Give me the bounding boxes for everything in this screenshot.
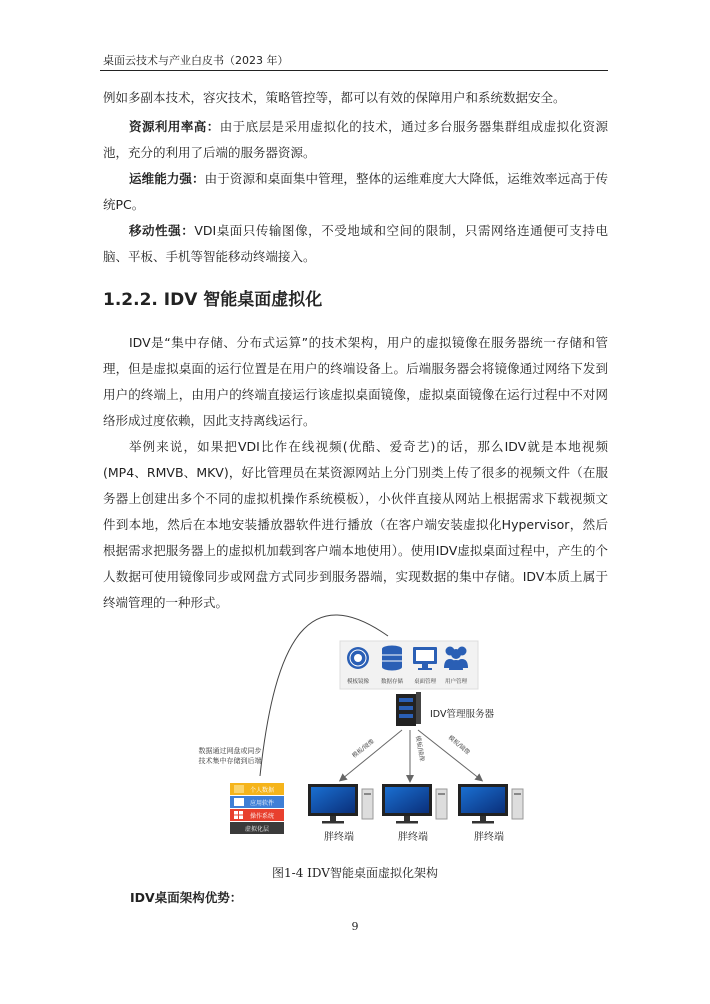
icon-label-desktop: 桌面管理 [413, 679, 437, 685]
feature-text: VDI桌面只传输图像，不受地域和空间的限制，只需网络连通便可支持电脑、平板、手机等智能移动终端接入。 [103, 223, 608, 264]
server-icon [396, 692, 421, 726]
arrow-label: 模板/镜像 [414, 735, 426, 762]
feature-mobility [103, 218, 608, 270]
feature-text: 由于底层是采用虚拟化的技术，通过多台服务器集群组成虚拟化资源池，充分的利用了后端的服务器资源。 [103, 119, 608, 160]
terminal-label: 胖终端 [474, 832, 504, 843]
icon-label-template: 模板镜像 [346, 679, 370, 685]
section-heading: 1.2.2. IDV 智能桌面虚拟化 [103, 290, 323, 310]
idv-architecture-diagram [100, 596, 610, 861]
figure-caption: 图1-4 IDV智能桌面虚拟化架构 [272, 866, 438, 880]
fat-terminal-icon [458, 784, 523, 824]
feature-resource-utilization [103, 114, 608, 166]
server-label: IDV管理服务器 [430, 709, 494, 720]
body-paragraph: IDV是“集中存储、分布式运算”的技术架构，用户的虚拟镜像在服务器统一存储和管理，但是虚拟桌面的运行位置是在用户的终端设备上。后端服务器会将镜像通过网络下发到用户的终端上，由用户的终端直接运行该虚拟桌面镜像，虚拟桌面镜像在运行过程中不对网络形成过度依赖，因此支持离线运行。 [103, 335, 608, 428]
disc-icon [347, 647, 369, 669]
fat-terminal-icon [308, 784, 373, 824]
feature-label: 运维能力强： [129, 171, 205, 186]
feature-operations [103, 166, 608, 218]
icon-label-users: 用户管理 [444, 679, 468, 685]
terminal-label: 胖终端 [398, 832, 428, 843]
header-rule [100, 70, 608, 71]
sync-note-line: 技术集中存储到后端 [198, 757, 262, 765]
stack-label: 虚拟化层 [244, 826, 270, 833]
stack-label: 应用软件 [249, 800, 275, 807]
sync-note-line: 数据通过网盘或同步 [198, 747, 262, 755]
fat-terminal-icon [382, 784, 447, 824]
arrow-label: 模板/镜像 [446, 734, 472, 757]
feature-text: 由于资源和桌面集中管理，整体的运维难度大大降低，运维效率远高于传统PC。 [103, 171, 608, 212]
feature-label: 移动性强： [129, 223, 195, 238]
database-icon [382, 646, 402, 671]
stack-label: 操作系统 [249, 813, 275, 820]
icon-label-storage: 数据存储 [380, 679, 404, 685]
sync-curve [260, 615, 388, 776]
body-paragraph: 举例来说，如果把VDI比作在线视频(优酷、爱奇艺)的话，那么IDV就是本地视频(MP4、RMVB、MKV)，好比管理员在某资源网站上分门别类上传了很多的视频文件（在服务器上创建出多个不同的虚拟机操作系统模板），小伙伴直接从网站上根据需求下载视频文件到本地，然后在本地安装播放器软件进行播放（在客户端安装虚拟化Hypervisor，然后根据需求把服务器上的虚拟机加载到客户端本地使用）。使用IDV虚拟桌面过程中，产生的个人数据可使用镜像同步或网盘方式同步到服务器端，实现数据的集中存储。IDV本质上属于终端管理的一种形式。 [103, 439, 608, 610]
arrow-label: 模板/镜像 [350, 738, 376, 760]
running-header: 桌面云技术与产业白皮书（2023 年） [103, 54, 289, 67]
feature-label: 资源利用率高： [129, 119, 220, 134]
stack-label: 个人数据 [249, 787, 275, 794]
advantages-heading: IDV桌面架构优势： [130, 890, 243, 905]
terminal-label: 胖终端 [324, 832, 354, 843]
intro-line: 例如多副本技术，容灾技术，策略管控等，都可以有效的保障用户和系统数据安全。 [103, 90, 566, 105]
page-number: 9 [351, 920, 359, 933]
